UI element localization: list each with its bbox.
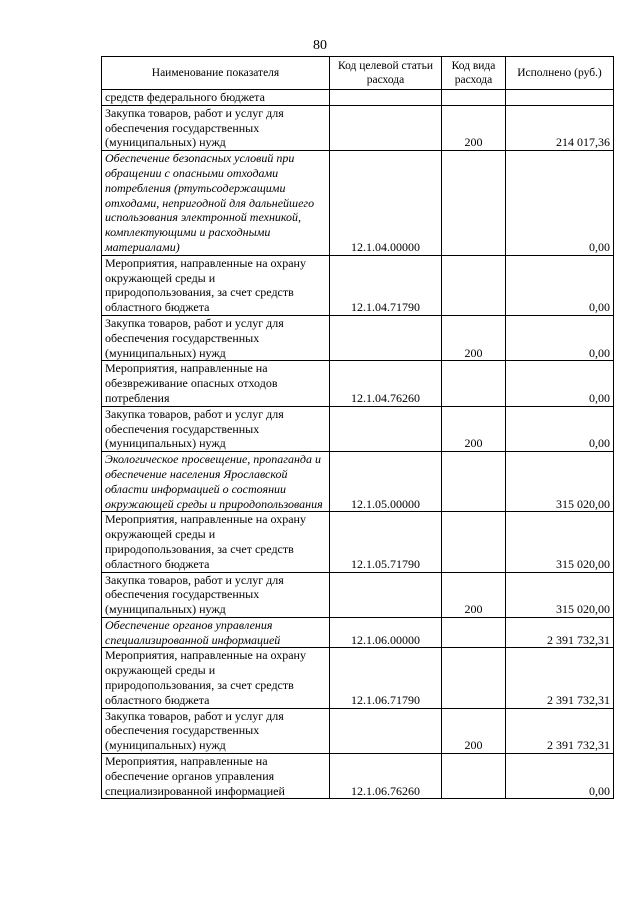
table-row <box>102 452 614 512</box>
row-amount-cell: 0,00 <box>506 255 614 315</box>
row-code-cell <box>330 406 442 451</box>
header-executed: Исполнено (руб.) <box>506 57 614 90</box>
header-expense-type: Код вида расхода <box>442 57 506 90</box>
row-code-cell <box>330 90 442 106</box>
row-type-cell: 200 <box>442 105 506 150</box>
row-amount-cell: 315 020,00 <box>506 512 614 572</box>
row-name-cell: Обеспечение безопасных условий при обращении с опасными отходами потребления (ртутьсодержащими отходами, непригодной для дальнейшего использования электронной техникой, комплектующими и расходными материалами) <box>102 151 330 256</box>
row-name-cell: Мероприятия, направленные на обезвреживание опасных отходов потребления <box>102 361 330 406</box>
row-name-cell: Закупка товаров, работ и услуг для обеспечения государственных (муниципальных) нужд <box>102 315 330 360</box>
row-type-cell: 200 <box>442 406 506 451</box>
table-row <box>102 406 614 451</box>
row-code-cell <box>330 315 442 360</box>
row-type-cell <box>442 648 506 708</box>
row-type-cell <box>442 255 506 315</box>
table-row <box>102 361 614 406</box>
row-code-cell <box>330 708 442 753</box>
row-code-cell: 12.1.05.71790 <box>330 512 442 572</box>
row-type-cell <box>442 361 506 406</box>
row-name-cell: Закупка товаров, работ и услуг для обеспечения государственных (муниципальных) нужд <box>102 572 330 617</box>
table-row <box>102 255 614 315</box>
header-target-code: Код целевой статьи расхода <box>330 57 442 90</box>
row-amount-cell: 0,00 <box>506 151 614 256</box>
table-body <box>102 90 614 799</box>
row-code-cell: 12.1.06.00000 <box>330 617 442 648</box>
row-code-cell: 12.1.04.00000 <box>330 151 442 256</box>
row-type-cell: 200 <box>442 315 506 360</box>
row-amount-cell: 315 020,00 <box>506 452 614 512</box>
row-code-cell: 12.1.05.00000 <box>330 452 442 512</box>
row-type-cell <box>442 90 506 106</box>
row-name-cell: Мероприятия, направленные на обеспечение органов управления специализированной информацией <box>102 754 330 799</box>
row-code-cell: 12.1.06.71790 <box>330 648 442 708</box>
row-amount-cell: 0,00 <box>506 406 614 451</box>
row-code-cell: 12.1.06.76260 <box>330 754 442 799</box>
table-row <box>102 151 614 256</box>
table-row <box>102 754 614 799</box>
row-type-cell <box>442 617 506 648</box>
table-row <box>102 90 614 106</box>
table-row <box>102 617 614 648</box>
table-row <box>102 648 614 708</box>
row-name-cell: Мероприятия, направленные на охрану окружающей среды и природопользования, за счет средств областного бюджета <box>102 512 330 572</box>
table-row <box>102 315 614 360</box>
row-name-cell: Экологическое просвещение, пропаганда и обеспечение населения Ярославской области информацией о состоянии окружающей среды и природопользования <box>102 452 330 512</box>
row-code-cell <box>330 105 442 150</box>
header-name: Наименование показателя <box>102 57 330 90</box>
row-type-cell <box>442 452 506 512</box>
row-amount-cell: 315 020,00 <box>506 572 614 617</box>
row-type-cell <box>442 151 506 256</box>
row-code-cell: 12.1.04.71790 <box>330 255 442 315</box>
table-row <box>102 512 614 572</box>
row-name-cell: Закупка товаров, работ и услуг для обеспечения государственных (муниципальных) нужд <box>102 105 330 150</box>
row-name-cell: Мероприятия, направленные на охрану окружающей среды и природопользования, за счет средств областного бюджета <box>102 255 330 315</box>
row-amount-cell: 0,00 <box>506 754 614 799</box>
row-type-cell <box>442 512 506 572</box>
table-row <box>102 708 614 753</box>
row-amount-cell: 2 391 732,31 <box>506 648 614 708</box>
row-amount-cell: 0,00 <box>506 361 614 406</box>
row-name-cell: Обеспечение органов управления специализированной информацией <box>102 617 330 648</box>
row-amount-cell: 2 391 732,31 <box>506 617 614 648</box>
row-name-cell: средств федерального бюджета <box>102 90 330 106</box>
row-code-cell <box>330 572 442 617</box>
row-type-cell: 200 <box>442 572 506 617</box>
table-row <box>102 105 614 150</box>
table-row <box>102 572 614 617</box>
row-amount-cell: 0,00 <box>506 315 614 360</box>
row-name-cell: Закупка товаров, работ и услуг для обеспечения государственных (муниципальных) нужд <box>102 406 330 451</box>
row-type-cell <box>442 754 506 799</box>
row-amount-cell <box>506 90 614 106</box>
row-name-cell: Закупка товаров, работ и услуг для обеспечения государственных (муниципальных) нужд <box>102 708 330 753</box>
row-type-cell: 200 <box>442 708 506 753</box>
row-name-cell: Мероприятия, направленные на охрану окружающей среды и природопользования, за счет средств областного бюджета <box>102 648 330 708</box>
page-number: 80 <box>313 38 327 53</box>
table-header-row <box>102 57 614 90</box>
budget-table <box>101 56 614 799</box>
row-code-cell: 12.1.04.76260 <box>330 361 442 406</box>
row-amount-cell: 2 391 732,31 <box>506 708 614 753</box>
row-amount-cell: 214 017,36 <box>506 105 614 150</box>
